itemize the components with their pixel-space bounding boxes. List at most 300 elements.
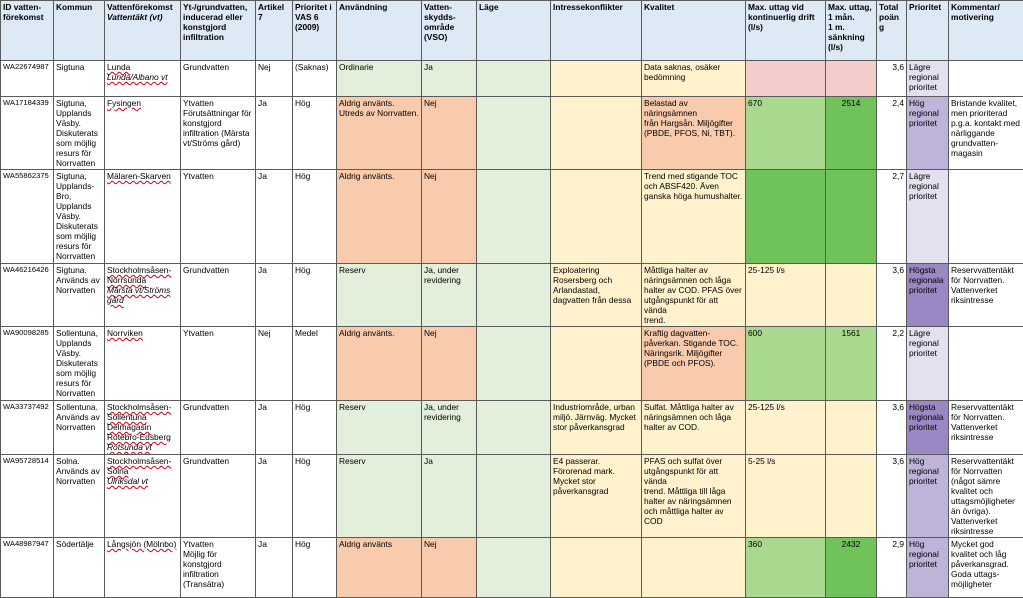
cell-kommun [54,538,105,598]
cell-prioritet [907,170,949,264]
cell-line: Väsby. [56,118,102,128]
cell-line: Grundvatten [183,62,253,72]
cell-typ [181,170,256,264]
cell-line: prioritet [909,476,946,486]
cell-total: 3,6 [877,61,907,97]
cell-line: Används av [56,466,102,476]
cell-line: COD [644,516,743,526]
cell-kommun [54,61,105,97]
cell-line: Sollentuna. [56,402,102,412]
cell-line: för Norrvatten. [951,412,1021,422]
cell-id: WA46216426 [1,264,54,327]
cell-line: Vattenverket [951,285,1021,295]
cell-id: WA95728514 [1,455,54,538]
cell-line: Väsby. [56,211,102,221]
cell-max-kont: 670 [746,97,826,170]
cell-anvandning [337,97,422,170]
cell-line: näringsämnen och låga [644,412,743,422]
cell-line: Sulfat. Måttliga halter av [644,402,743,412]
cell-total: 2,7 [877,170,907,264]
cell-lage [477,538,551,598]
cell-kommun [54,97,105,170]
col-prioritet-vas6: Prioritet i VAS 6 (2009) [293,1,337,61]
cell-kvalitet [642,170,746,264]
table-body [1,61,1023,598]
cell-line: och ABSF420. Även [644,181,743,191]
col-id: ID vatten- förekomst [1,1,54,61]
cell-anvandning [337,538,422,598]
cell-line: utgångspunkt för att vända [644,295,743,315]
cell-line: närliggande [951,128,1021,138]
cell-artikel7: Ja [256,170,293,264]
cell-line: ganska höga humushalter. [644,191,743,201]
cell-line: Förorenad mark. [553,466,639,476]
col-artikel7: Artikel 7 [256,1,293,61]
cell-max-man: 2514 [826,97,877,170]
cell-total: 3,6 [877,264,907,327]
cell-max-man: 1561 [826,327,877,401]
col-max-man: Max. uttag, 1 mån. 1 m. sänkning (l/s) [826,1,877,61]
cell-line: Aldrig använts [339,539,419,549]
cell-line: Norrvatten [56,422,102,432]
cell-line: revidering [424,275,474,285]
cell-max-man [826,61,877,97]
cell-line: Ytvatten [183,328,253,338]
cell-prioritet [907,327,949,401]
cell-lage [477,97,551,170]
cell-line: för Norrvatten [951,466,1021,476]
cell-max-kont: 25-125 l/s [746,264,826,327]
cell-vattenforekomst [105,264,181,327]
cell-intressekonflikter [551,327,642,401]
cell-line: Mycket stor [553,476,639,486]
cell-vso [422,401,477,455]
cell-line: Reserv [339,265,419,275]
cell-line: Nej [424,171,474,181]
cell-line: prioritet [909,191,946,201]
cell-line: Möjlig för [183,549,253,559]
table-row [1,455,1023,538]
cell-line: Sollentuna, [56,328,102,338]
cell-line: halter av COD. [644,422,743,432]
cell-vso [422,327,477,401]
cell-line: näringsämnen och låga [644,275,743,285]
cell-line: uttagsmöjligheter [951,496,1021,506]
cell-line: Ja, under [424,402,474,412]
cell-line: Ytvatten [183,98,253,108]
cell-kvalitet [642,538,746,598]
cell-max-kont: 600 [746,327,826,401]
cell-typ [181,401,256,455]
cell-line: Sigtuna, [56,98,102,108]
cell-line: trend. [644,315,743,325]
table-row [1,97,1023,170]
cell-line: regional [909,72,946,82]
cell-line: Upplands [56,338,102,348]
cell-lage [477,327,551,401]
cell-intressekonflikter [551,264,642,327]
cell-line: Aldrig använts. [339,171,419,181]
table-row [1,61,1023,97]
cell-total: 3,6 [877,455,907,538]
col-max-kont: Max. uttag vid kontinuerlig drift (l/s) [746,1,826,61]
cell-line: halter av näringsämnen [644,496,743,506]
cell-line: Reserv [339,456,419,466]
cell-line: Nej [424,328,474,338]
cell-typ [181,538,256,598]
cell-intressekonflikter [551,61,642,97]
col-vattenforekomst: Vattenförekomst Vattentäkt (vt) [105,1,181,61]
col-total: Total poäng [877,1,907,61]
cell-line: Norrvatten [56,285,102,295]
cell-line: prioritet [909,348,946,358]
cell-id: WA55862375 [1,170,54,264]
cell-prioritet [907,538,949,598]
cell-prioritet-vas6: Hög [293,455,337,538]
cell-kommun [54,455,105,538]
cell-line: påverkan. Stigande TOC. [644,338,743,348]
cell-line: grundvatten- [951,138,1021,148]
cell-line: Sigtuna [56,62,102,72]
cell-line: Trend med stigande TOC [644,171,743,181]
cell-line: trend. Måttliga till låga [644,486,743,496]
cell-max-kont [746,61,826,97]
col-kommun: Kommun [54,1,105,61]
cell-line: Arlandastad, [553,285,639,295]
cell-line: resurs för [56,241,102,251]
cell-line: (Transätra) [183,579,253,589]
cell-prioritet [907,455,949,538]
cell-kommentar [949,327,1023,401]
cell-line: Mycket god [951,539,1021,549]
cell-line: Väsby. [56,348,102,358]
cell-max-man [826,401,877,455]
col-vso: Vatten- skydds- område (VSO) [422,1,477,61]
cell-prioritet [907,97,949,170]
cell-vattenforekomst [105,327,181,401]
cell-typ [181,61,256,97]
cell-lage [477,455,551,538]
cell-line: Grundvatten [183,402,253,412]
cell-line: påverkansgrad. [951,559,1021,569]
cell-prioritet [907,401,949,455]
cell-line: regional [909,181,946,191]
cell-line: Ja, under [424,265,474,275]
cell-line: Förutsättningar för [183,108,253,118]
cell-prioritet-vas6: (Saknas) [293,61,337,97]
cell-line: Industriområde, urban [553,402,639,412]
cell-vso [422,455,477,538]
cell-line: Fysingen [107,98,178,108]
cell-line: Stockholmsåsen- [107,456,178,466]
cell-kommentar [949,170,1023,264]
cell-kommentar [949,401,1023,455]
cell-kommentar [949,264,1023,327]
cell-line: Sollentuna [107,412,178,422]
cell-lage [477,170,551,264]
col-kvalitet: Kvalitet [642,1,746,61]
cell-line: regionala [909,412,946,422]
cell-line: Upplands [56,201,102,211]
cell-line: Stockholmsåsen- [107,265,178,275]
cell-line: Sigtuna. [56,265,102,275]
cell-line: Upplands [56,108,102,118]
cell-max-man [826,170,877,264]
cell-anvandning [337,264,422,327]
cell-artikel7: Ja [256,97,293,170]
cell-line: Ulriksdal vt [107,476,178,486]
cell-line: bedömning [644,72,743,82]
cell-total: 2,4 [877,97,907,170]
cell-line: regional [909,108,946,118]
cell-typ [181,97,256,170]
cell-line: riksintresse [951,432,1021,442]
cell-line: Utreds av Norrvatten. [339,108,419,118]
cell-line: Goda uttags- [951,569,1021,579]
cell-line: Diskuterats [56,128,102,138]
cell-line: Rotsunda vt [107,442,178,452]
cell-kvalitet [642,455,746,538]
cell-line: Nej [424,98,474,108]
cell-id: WA48987947 [1,538,54,598]
cell-line: Märsta vt/Ströms [107,285,178,295]
cell-line: Södertälje [56,539,102,549]
cell-line: konstgjord [183,559,253,569]
cell-prioritet-vas6: Hög [293,97,337,170]
cell-line: Högsta [909,265,946,275]
cell-line: Ja [424,456,474,466]
cell-line: Data saknas, osäker [644,62,743,72]
cell-max-man [826,264,877,327]
cell-artikel7: Ja [256,455,293,538]
cell-prioritet-vas6: Hög [293,401,337,455]
cell-line: infiltration [183,569,253,579]
cell-lage [477,401,551,455]
cell-kommentar [949,538,1023,598]
cell-line: kvalitet och låg [951,549,1021,559]
cell-line: Solna [107,466,178,476]
cell-anvandning [337,61,422,97]
cell-prioritet [907,61,949,97]
cell-vattenforekomst [105,170,181,264]
cell-line: riksintresse [951,295,1021,305]
cell-line: Ja [424,62,474,72]
cell-line: Långsjön (Mölnbo) [107,539,178,549]
cell-line: Rotebro-Edsberg [107,432,178,442]
col-intressekonflikter: Intressekonflikter [551,1,642,61]
cell-line: som möjlig [56,138,102,148]
cell-line: påverkansgrad [553,486,639,496]
cell-kvalitet [642,401,746,455]
cell-intressekonflikter [551,97,642,170]
cell-line: halter av COD. PFAS över [644,285,743,295]
cell-line: för Norrvatten. [951,275,1021,285]
cell-line: prioritet [909,559,946,569]
cell-vattenforekomst [105,538,181,598]
col-lage: Läge [477,1,551,61]
cell-line: men prioriterad [951,108,1021,118]
cell-line: Solna. [56,456,102,466]
cell-line: Vattenverket [951,516,1021,526]
cell-line: Norrvatten [56,251,102,261]
cell-vattenforekomst [105,61,181,97]
cell-line: infiltration (Märsta [183,128,253,138]
cell-line: Används av [56,412,102,422]
cell-line: (PBDE, PFOS, Ni, TBT). [644,128,743,138]
cell-line: Ytvatten [183,539,253,549]
cell-line: Exploatering [553,265,639,275]
cell-kvalitet [642,61,746,97]
cell-line: regional [909,466,946,476]
cell-artikel7: Nej [256,327,293,401]
cell-typ [181,264,256,327]
cell-typ [181,327,256,401]
cell-kommun [54,327,105,401]
cell-line: vt/Ströms gård) [183,138,253,148]
cell-prioritet-vas6: Medel [293,327,337,401]
cell-total: 2,9 [877,538,907,598]
cell-id: WA33737492 [1,401,54,455]
cell-vso [422,170,477,264]
cell-line: Bristande kvalitet, [951,98,1021,108]
cell-typ [181,455,256,538]
cell-line: prioritet [909,82,946,92]
cell-kommun [54,264,105,327]
col-prioritet: Prioritet [907,1,949,61]
col-typ: Yt-/grundvatten, inducerad eller konstgjord infiltration [181,1,256,61]
cell-line: Diskuterats [56,358,102,368]
cell-line: som möjlig [56,231,102,241]
cell-line: Lägre [909,171,946,181]
cell-total: 3,6 [877,401,907,455]
cell-line: och måttliga halter av [644,506,743,516]
cell-line: PFAS och sulfat över [644,456,743,466]
cell-line: prioritet [909,118,946,128]
cell-prioritet-vas6: Hög [293,538,337,598]
cell-line: Kraftig dagvatten- [644,328,743,338]
cell-line: Måttliga halter av [644,265,743,275]
cell-max-kont: 25-125 l/s [746,401,826,455]
cell-line: resurs för [56,148,102,158]
cell-line: Norrvatten [56,158,102,168]
cell-line: magasin [951,148,1021,158]
cell-vso [422,538,477,598]
cell-line: miljö. Järnväg. Mycket [553,412,639,422]
cell-anvandning [337,170,422,264]
cell-artikel7: Ja [256,401,293,455]
cell-line: (något sämre [951,476,1021,486]
cell-line: Rosersberg och [553,275,639,285]
cell-artikel7: Ja [256,538,293,598]
cell-line: Högsta [909,402,946,412]
cell-id: WA22674987 [1,61,54,97]
cell-total: 2,2 [877,327,907,401]
cell-kommentar [949,455,1023,538]
cell-vattenforekomst [105,455,181,538]
cell-line: Nej [424,539,474,549]
cell-line: Norrvatten [56,388,102,398]
cell-line: som möjlig [56,368,102,378]
cell-kvalitet [642,327,746,401]
col-kommentar: Kommentar/ motivering [949,1,1023,61]
cell-max-kont [746,170,826,264]
cell-line: kvalitet och [951,486,1021,496]
cell-line: resurs för [56,378,102,388]
cell-line: Reservvattentäkt [951,265,1021,275]
cell-prioritet [907,264,949,327]
cell-intressekonflikter [551,170,642,264]
cell-line: Aldrig använts. [339,328,419,338]
cell-line: Aldrig använts. [339,98,419,108]
cell-line: Lägre [909,62,946,72]
cell-anvandning [337,327,422,401]
cell-line: Hög [909,98,946,108]
cell-kvalitet [642,264,746,327]
cell-kommentar [949,61,1023,97]
cell-anvandning [337,401,422,455]
cell-vso [422,264,477,327]
cell-line: Hög [909,539,946,549]
col-anvandning: Användning [337,1,422,61]
cell-line: än övriga). [951,506,1021,516]
cell-line: prioritet [909,285,946,295]
cell-artikel7: Ja [256,264,293,327]
cell-line: Ordinarie [339,62,419,72]
cell-line: p.g.a. kontakt med [951,118,1021,128]
cell-vattenforekomst [105,401,181,455]
cell-line: Lägre [909,328,946,338]
cell-max-man: 2432 [826,538,877,598]
cell-prioritet-vas6: Hög [293,170,337,264]
cell-line: Ytvatten [183,171,253,181]
cell-line: Stockholmsåsen- [107,402,178,412]
cell-line: Näringsrik. Miljögifter [644,348,743,358]
table-row [1,538,1023,598]
cell-line: Upplands- [56,181,102,191]
cell-line: prioritet [909,422,946,432]
cell-line: Vattenverket [951,422,1021,432]
cell-line: stor påverkansgrad [553,422,639,432]
cell-line: konstgjord [183,118,253,128]
cell-prioritet-vas6: Hög [293,264,337,327]
cell-line: Reservvattentäkt [951,456,1021,466]
cell-intressekonflikter [551,401,642,455]
cell-line: Norrvatten [56,476,102,486]
cell-line: regional [909,549,946,559]
cell-max-man [826,455,877,538]
cell-line: Norrviken [107,328,178,338]
cell-kommun [54,401,105,455]
cell-vso [422,97,477,170]
cell-line: Norrsunda [107,275,178,285]
cell-lage [477,264,551,327]
cell-vso [422,61,477,97]
cell-id: WA90098285 [1,327,54,401]
cell-line: Sigtuna, [56,171,102,181]
cell-line: Reserv [339,402,419,412]
cell-line: från Hargsån. Miljögifter [644,118,743,128]
cell-line: Lunda [107,62,178,72]
cell-line: riksintresse [951,526,1021,536]
cell-kommentar [949,97,1023,170]
cell-vattenforekomst [105,97,181,170]
cell-line: utgångspunkt för att vända [644,466,743,486]
cell-line: regional [909,338,946,348]
cell-kvalitet [642,97,746,170]
cell-max-kont: 5-25 l/s [746,455,826,538]
header-row [1,1,1023,61]
cell-line: regionala [909,275,946,285]
